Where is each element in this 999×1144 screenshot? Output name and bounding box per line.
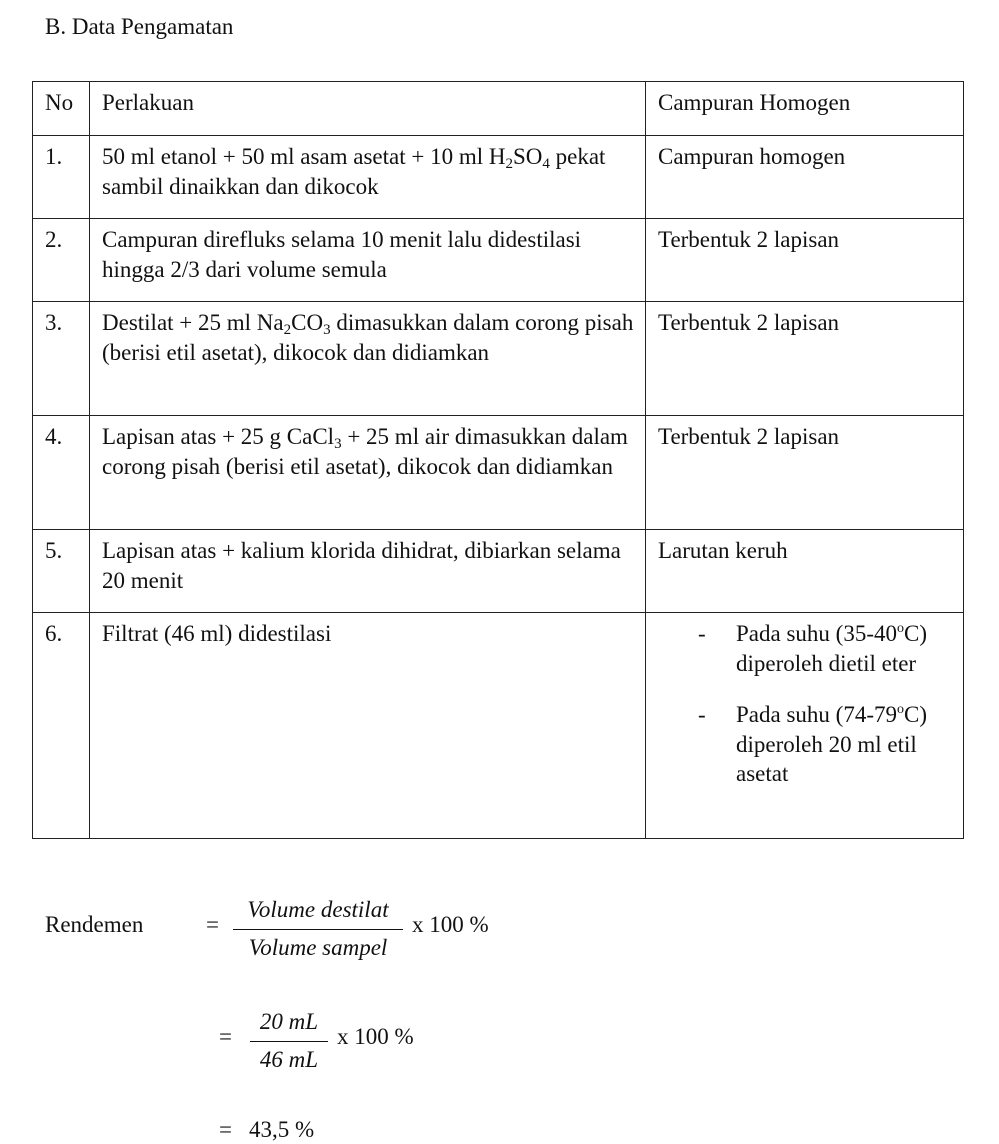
- list-item: - Pada suhu (35-40$^o$C) diperoleh dietil eter: [698, 621, 927, 676]
- row-hasil: Terbentuk 2 lapisan: [646, 302, 964, 416]
- table-row: [33, 302, 964, 416]
- row-number: 5.: [33, 530, 90, 613]
- table-row: [33, 416, 964, 530]
- row-number: 4.: [33, 416, 90, 530]
- row-hasil: Larutan keruh: [646, 530, 964, 613]
- row-hasil: Campuran homogen: [646, 136, 964, 219]
- table-row: [33, 530, 964, 613]
- formula-fraction: [250, 1009, 328, 1073]
- multiplier-text: x 100 %: [337, 1024, 414, 1049]
- header-no: No: [33, 82, 90, 136]
- row-hasil: [646, 613, 964, 839]
- row-perlakuan: 50 ml etanol + 50 ml asam asetat + 10 ml $H_2SO_4$ pekat sambil dinaikkan dan dikocok: [90, 136, 646, 219]
- row-number: 1.: [33, 136, 90, 219]
- row-number: 2.: [33, 219, 90, 302]
- row-hasil: Terbentuk 2 lapisan: [646, 416, 964, 530]
- header-campuran-homogen: Campuran Homogen: [646, 82, 964, 136]
- row-number: 6.: [33, 613, 90, 839]
- table-header-row: [33, 82, 964, 136]
- formula-result: 43,5 %: [249, 1117, 315, 1142]
- equals-sign: =: [206, 912, 219, 937]
- row-perlakuan: Lapisan atas + kalium klorida dihidrat, dibiarkan selama 20 menit: [90, 530, 646, 613]
- fraction-numerator: Volume destilat: [247, 897, 389, 922]
- multiplier-text: x 100 %: [412, 912, 489, 937]
- table-row: [33, 219, 964, 302]
- table-row: [33, 613, 964, 839]
- header-perlakuan: Perlakuan: [90, 82, 646, 136]
- observation-table: [32, 81, 964, 839]
- fraction-denominator: Volume sampel: [248, 935, 388, 960]
- fraction-bar: [250, 1041, 328, 1042]
- equals-sign: =: [219, 1117, 232, 1142]
- row-hasil: Terbentuk 2 lapisan: [646, 219, 964, 302]
- formula-label: Rendemen: [45, 912, 144, 937]
- equals-sign: =: [219, 1024, 232, 1049]
- list-item: - Pada suhu (74-79$^o$C) diperoleh 20 ml etil asetat: [698, 702, 927, 786]
- fraction-bar: [233, 929, 403, 930]
- row-number: 3.: [33, 302, 90, 416]
- fraction-numerator: 20 mL: [259, 1009, 319, 1034]
- result-list: [658, 619, 963, 789]
- fraction-denominator: 46 mL: [259, 1047, 319, 1072]
- row-perlakuan: Destilat + 25 ml $Na_2CO_3$ dimasukkan dalam corong pisah (berisi etil asetat), dikocok dan didiamkan: [90, 302, 646, 416]
- formula-fraction: [233, 897, 403, 961]
- row-perlakuan: Filtrat (46 ml) didestilasi: [90, 613, 646, 839]
- row-perlakuan: Campuran direfluks selama 10 menit lalu didestilasi hingga 2/3 dari volume semula: [90, 219, 646, 302]
- table-row: [33, 136, 964, 219]
- row-perlakuan: Lapisan atas + 25 g CaCl$_3$ + 25 ml air dimasukkan dalam corong pisah (berisi etil asetat), dikocok dan didiamkan: [90, 416, 646, 530]
- section-heading: B. Data Pengamatan: [45, 14, 234, 39]
